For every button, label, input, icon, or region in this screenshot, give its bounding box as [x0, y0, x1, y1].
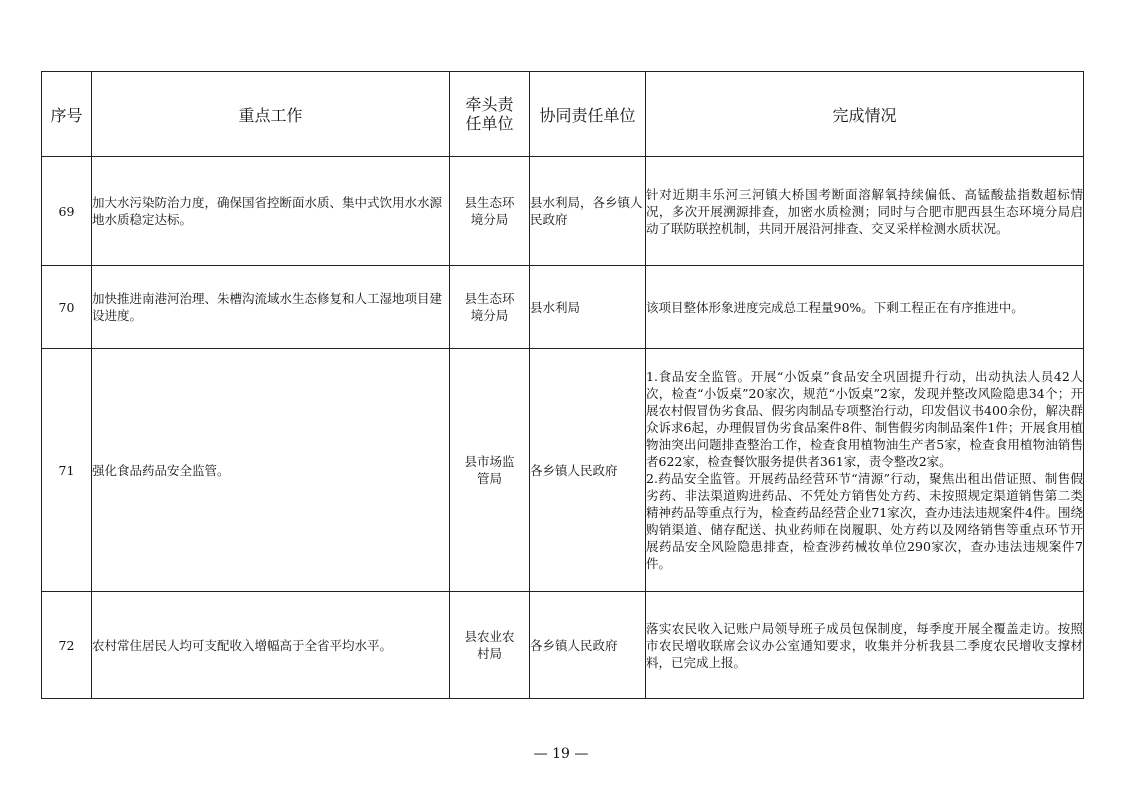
row-seq: 71	[42, 349, 92, 592]
page-number: — 19 —	[533, 746, 589, 762]
row-coop-unit: 县水利局，各乡镇人民政府	[530, 157, 646, 266]
header-row	[42, 72, 1084, 157]
status-item: 2.药品安全监管。开展药品经营环节“清源”行动，聚焦出租出借证照、制售假劣药、非法渠道购进药品、不凭处方销售处方药、未按照规定渠道销售第二类精神药品等重点行为，检查药品经营企业71家次，查办违法违规案件4件。围绕购销渠道、储存配送、执业药师在岗履职、处方药以及网络销售等重点环节开展药品安全风险隐患排查，检查涉药械妆单位290家次，查办违法违规案件7件。	[646, 471, 1083, 571]
row-lead-unit: 县农业农村局	[450, 592, 530, 699]
row-coop-unit: 各乡镇人民政府	[530, 592, 646, 699]
row-lead-unit: 县市场监管局	[450, 349, 530, 592]
row-lead-unit: 县生态环境分局	[450, 266, 530, 349]
header-status: 完成情况	[646, 72, 1084, 157]
row-status	[646, 157, 1084, 266]
row-status	[646, 349, 1084, 592]
table-row	[42, 266, 1084, 349]
header-lead: 牵头责任单位	[450, 72, 530, 157]
header-seq: 序号	[42, 72, 92, 157]
table-row	[42, 592, 1084, 699]
work-progress-table	[41, 71, 1084, 699]
row-status	[646, 592, 1084, 699]
status-item: 落实农民收入记账户局领导班子成员包保制度，每季度开展全覆盖走访。按照市农民增收联席会议办公室通知要求，收集并分析我县二季度农民增收支撑材料，已完成上报。	[646, 620, 1083, 670]
row-coop-unit: 各乡镇人民政府	[530, 349, 646, 592]
row-lead-unit: 县生态环境分局	[450, 157, 530, 266]
header-coop: 协同责任单位	[530, 72, 646, 157]
status-item: 1.食品安全监管。开展“小饭桌”食品安全巩固提升行动，出动执法人员42人次，检查“小饭桌”20家次，规范“小饭桌”2家，发现并整改风险隐患34个；开展农村假冒伪劣食品、假劣肉制品专项整治行动，印发倡议书400余份，解决群众诉求6起，办理假冒伪劣食品案件8件、制售假劣肉制品案件1件；开展食用植物油突出问题排查整治工作，检查食用植物油生产者5家，检查食用植物油销售者622家，检查餐饮服务提供者361家，责令整改2家。	[646, 369, 1083, 469]
table-row	[42, 349, 1084, 592]
status-item: 针对近期丰乐河三河镇大桥国考断面溶解氧持续偏低、高锰酸盐指数超标情况，多次开展溯源排查，加密水质检测；同时与合肥市肥西县生态环境分局启动了联防联控机制，共同开展沿河排查、交叉采样检测水质状况。	[646, 186, 1083, 236]
table-row	[42, 157, 1084, 266]
row-coop-unit: 县水利局	[530, 266, 646, 349]
header-task: 重点工作	[92, 72, 450, 157]
row-status	[646, 266, 1084, 349]
row-seq: 69	[42, 157, 92, 266]
status-item: 该项目整体形象进度完成总工程量90%。下剩工程正在有序推进中。	[646, 299, 1024, 315]
row-task: 加快推进南港河治理、朱槽沟流域水生态修复和人工湿地项目建设进度。	[92, 266, 450, 349]
row-seq: 70	[42, 266, 92, 349]
row-task: 农村常住居民人均可支配收入增幅高于全省平均水平。	[92, 592, 450, 699]
row-task: 加大水污染防治力度，确保国省控断面水质、集中式饮用水水源地水质稳定达标。	[92, 157, 450, 266]
row-seq: 72	[42, 592, 92, 699]
row-task: 强化食品药品安全监管。	[92, 349, 450, 592]
